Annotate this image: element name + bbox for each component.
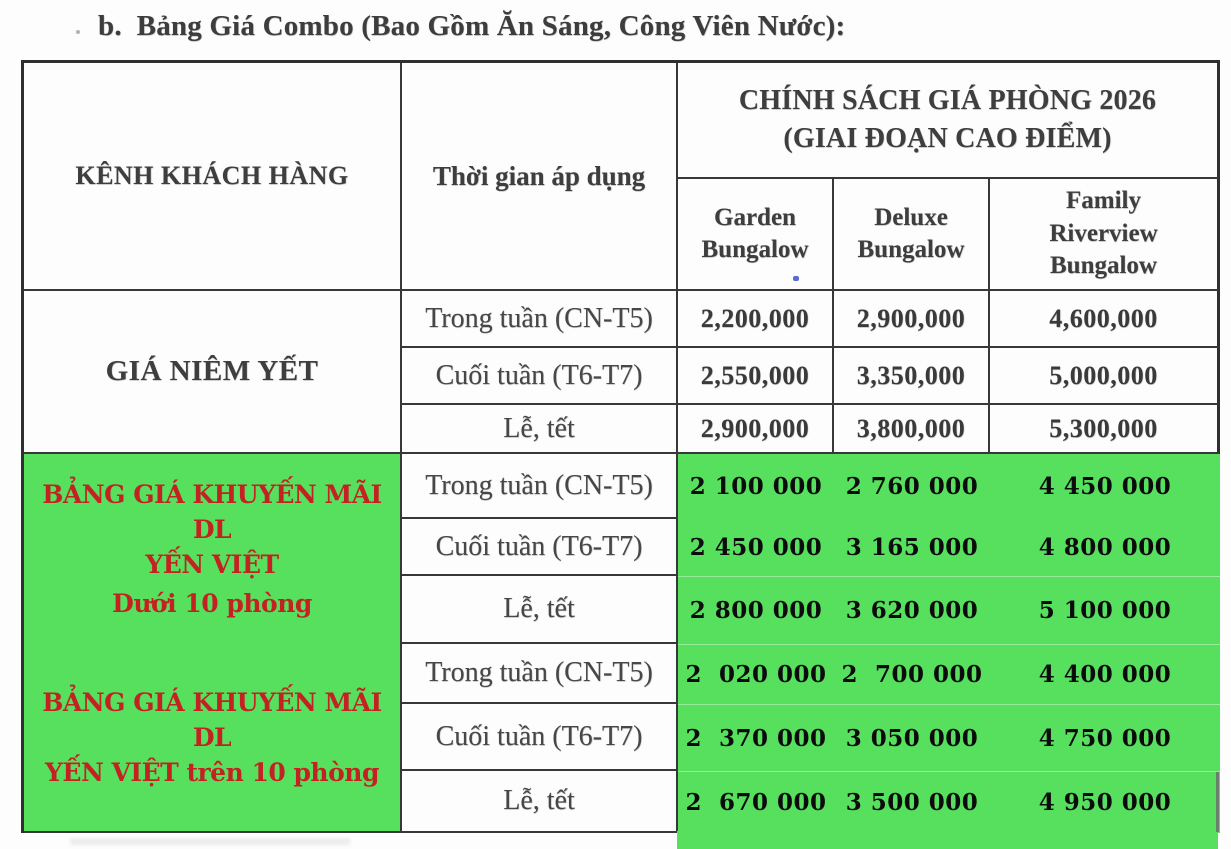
section-label-line: YẾN VIỆT (145, 550, 279, 579)
header-cell-price-policy (678, 63, 1220, 179)
section-label-line: BẢNG GIÁ KHUYẾN MÃI DL (42, 688, 382, 752)
time-cell: Cuối tuần (T6-T7) (402, 348, 678, 405)
price-cell: 2,550,000 (678, 348, 834, 405)
price-cell: 2 670 000 (678, 771, 834, 833)
scan-artifact-smudge (70, 838, 350, 845)
price-cell: 2 760 000 (834, 454, 990, 519)
table-right-border-segment (1216, 772, 1219, 832)
time-cell: Lễ, tết (402, 405, 678, 454)
price-cell: 5,000,000 (990, 348, 1220, 405)
section-label-line: YẾN VIỆT trên 10 phòng (45, 758, 379, 787)
price-cell: 4 800 000 (990, 519, 1220, 576)
room-name-line: Bungalow (857, 236, 965, 263)
customer-channel-label: KÊNH KHÁCH HÀNG (75, 161, 349, 190)
header-cell-room-family-riverview (990, 179, 1220, 291)
section-label-promo-under-10 (24, 454, 402, 644)
price-cell: 4 400 000 (990, 644, 1220, 704)
header-cell-room-garden (678, 179, 834, 291)
price-cell: 2 020 000 (678, 644, 834, 704)
room-name-line: Bungalow (1050, 252, 1157, 280)
section-label-promo-over-10 (24, 644, 402, 833)
time-cell: Cuối tuần (T6-T7) (402, 519, 678, 576)
section-label-listed-price (24, 291, 402, 454)
price-cell: 2,900,000 (678, 405, 834, 454)
price-cell: 2 370 000 (678, 704, 834, 771)
scan-artifact-dot (76, 30, 80, 34)
price-cell: 5 100 000 (990, 576, 1220, 644)
price-cell: 2,900,000 (834, 291, 990, 348)
time-cell: Trong tuần (CN-T5) (402, 644, 678, 704)
green-overlay-strip (677, 831, 1218, 849)
application-time-label: Thời gian áp dụng (432, 160, 646, 191)
price-cell: 4 750 000 (990, 704, 1220, 771)
room-name-line: Family (1066, 187, 1141, 215)
room-name-line: Bungalow (701, 236, 809, 263)
price-cell: 2,200,000 (678, 291, 834, 348)
time-cell: Trong tuần (CN-T5) (402, 291, 678, 348)
price-cell: 3,350,000 (834, 348, 990, 405)
room-name-line: Garden (714, 203, 796, 231)
price-cell: 3,800,000 (834, 405, 990, 454)
section-label-line: Dưới 10 phòng (112, 589, 312, 618)
time-cell: Lễ, tết (402, 771, 678, 833)
policy-title-line2: (GIAI ĐOẠN CAO ĐIỂM) (783, 123, 1112, 154)
price-cell: 4 450 000 (990, 454, 1220, 519)
price-cell: 2 450 000 (678, 519, 834, 576)
price-cell: 2 700 000 (834, 644, 990, 704)
price-cell: 3 620 000 (834, 576, 990, 644)
header-cell-room-deluxe (834, 179, 990, 291)
scan-artifact-blue-dot (793, 276, 799, 281)
room-name-line: Riverview (1049, 219, 1158, 247)
price-cell: 4 950 000 (990, 771, 1220, 833)
combo-price-table (21, 60, 1220, 833)
page-title: b. Bảng Giá Combo (Bao Gồm Ăn Sáng, Công Viên Nước): (98, 10, 846, 42)
time-cell: Cuối tuần (T6-T7) (402, 704, 678, 771)
header-cell-customer-channel (24, 63, 402, 291)
section-label-line: BẢNG GIÁ KHUYẾN MÃI DL (42, 480, 382, 544)
price-cell: 3 050 000 (834, 704, 990, 771)
price-cell: 5,300,000 (990, 405, 1220, 454)
room-name-line: Deluxe (874, 203, 948, 231)
price-cell: 4,600,000 (990, 291, 1220, 348)
time-cell: Lễ, tết (402, 576, 678, 644)
time-cell: Trong tuần (CN-T5) (402, 454, 678, 519)
price-cell: 2 100 000 (678, 454, 834, 519)
price-cell: 2 800 000 (678, 576, 834, 644)
price-cell: 3 165 000 (834, 519, 990, 576)
price-cell: 3 500 000 (834, 771, 990, 833)
header-cell-application-time (402, 63, 678, 291)
section-label-line: GIÁ NIÊM YẾT (105, 355, 319, 387)
policy-title-line1: CHÍNH SÁCH GIÁ PHÒNG 2026 (738, 85, 1157, 117)
